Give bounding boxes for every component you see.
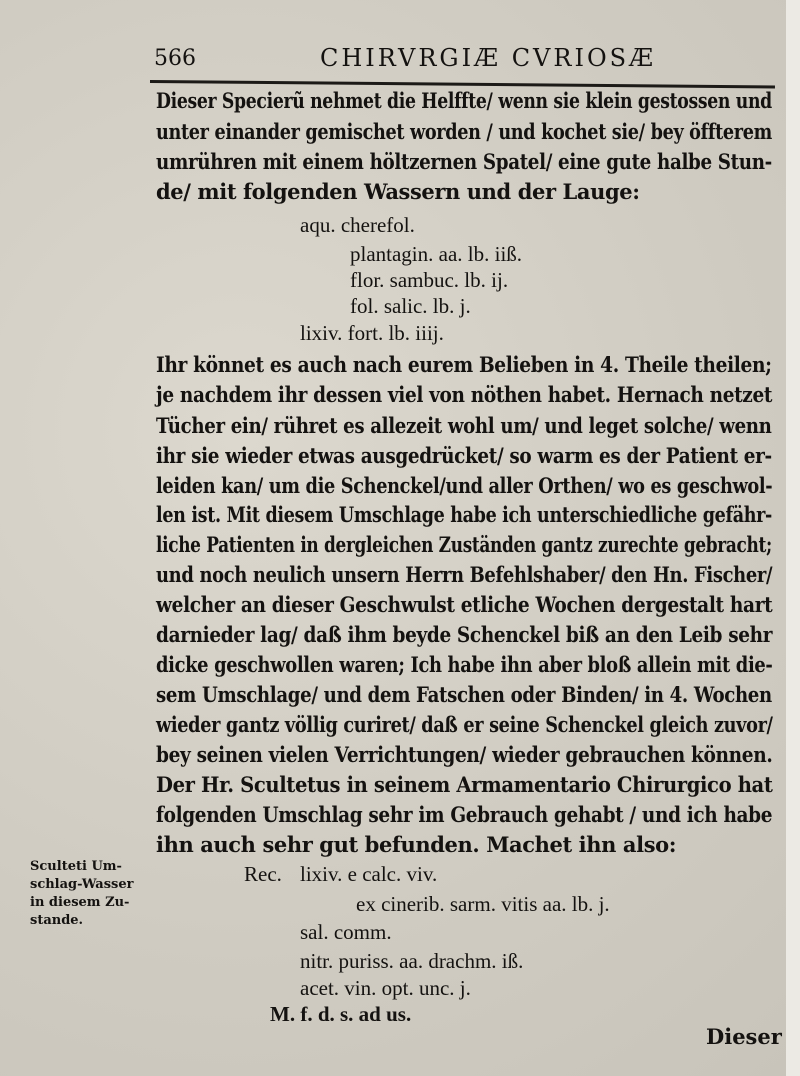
margin-note-line: Sculteti Um-: [30, 859, 122, 874]
text-line: len ist. Mit diesem Umschlage habe ich unterschiedliche gefähr-: [156, 502, 772, 527]
recipe-line: sal. comm.: [300, 920, 392, 944]
recipe-line: acet. vin. opt. unc. j.: [300, 976, 471, 1000]
text-line: Dieser Specierũ nehmet die Helffte/ wenn sie klein gestossen und: [156, 88, 772, 113]
margin-note-line: schlag-Wasser: [30, 877, 134, 892]
recipe-rec: Rec.: [244, 862, 282, 886]
recipe-line: lixiv. fort. lb. iiij.: [300, 321, 444, 345]
text-line: ihn auch sehr gut befunden. Machet ihn also:: [156, 832, 677, 857]
text-line: leiden kan/ um die Schenckel/und aller Orthen/ wo es geschwol-: [156, 473, 773, 498]
text-line: Der Hr. Scultetus in seinem Armamentario Chirurgico hat: [156, 772, 773, 797]
text-line: sem Umschlage/ und dem Fatschen oder Binden/ in 4. Wochen: [156, 682, 772, 707]
text-line: darnieder lag/ daß ihm beyde Schenckel biß an den Leib sehr: [156, 622, 773, 647]
text-line: Ihr könnet es auch nach eurem Belieben in 4. Theile theilen;: [156, 352, 772, 377]
text-line: Tücher ein/ rühret es allezeit wohl um/ und leget solche/ wenn: [156, 413, 772, 438]
text-line: bey seinen vielen Verrichtungen/ wieder gebrauchen können.: [156, 742, 773, 767]
recipe-line: aqu. cherefol.: [300, 213, 415, 237]
recipe-closing: M. f. d. s. ad us.: [270, 1002, 412, 1026]
page-number: 566: [154, 46, 196, 71]
text-line: und noch neulich unsern Herrn Befehlshaber/ den Hn. Fischer/: [156, 562, 773, 587]
recipe-line: flor. sambuc. lb. ij.: [350, 268, 509, 292]
page-edge: [786, 0, 800, 1076]
text-line: welcher an dieser Geschwulst etliche Wochen dergestalt hart: [156, 592, 773, 617]
recipe-line: ex cinerib. sarm. vitis aa. lb. j.: [356, 892, 610, 916]
text-line: liche Patienten in dergleichen Zuständen gantz zurechte gebracht;: [156, 532, 772, 557]
margin-note: [30, 858, 140, 930]
running-head: CHIRVRGIÆ CVRIOSÆ: [320, 44, 657, 72]
text-line: dicke geschwollen waren; Ich habe ihn aber bloß allein mit die-: [156, 652, 773, 677]
text-line: unter einander gemischet worden / und kochet sie/ bey öffterem: [156, 119, 772, 144]
catchword: Dieser: [706, 1024, 782, 1049]
margin-note-line: in diesem Zu-: [30, 895, 130, 910]
recipe-line: lixiv. e calc. viv.: [300, 862, 438, 886]
text-line: ihr sie wieder etwas ausgedrücket/ so warm es der Patient er-: [156, 443, 772, 468]
margin-note-line: stande.: [30, 913, 84, 928]
page-header: [150, 44, 770, 80]
text-line: folgenden Umschlag sehr im Gebrauch gehabt / und ich habe: [156, 802, 773, 827]
text-line: wieder gantz völlig curiret/ daß er seine Schenckel gleich zuvor/: [156, 712, 773, 737]
recipe-line: nitr. puriss. aa. drachm. iß.: [300, 949, 524, 973]
recipe-line: fol. salic. lb. j.: [350, 294, 471, 318]
text-line: de/ mit folgenden Wassern und der Lauge:: [156, 179, 640, 204]
recipe-line: plantagin. aa. lb. iiß.: [350, 242, 523, 266]
text-line: je nachdem ihr dessen viel von nöthen habet. Hernach netzet: [156, 382, 773, 407]
text-line: umrühren mit einem höltzernen Spatel/ eine gute halbe Stun-: [156, 149, 772, 174]
